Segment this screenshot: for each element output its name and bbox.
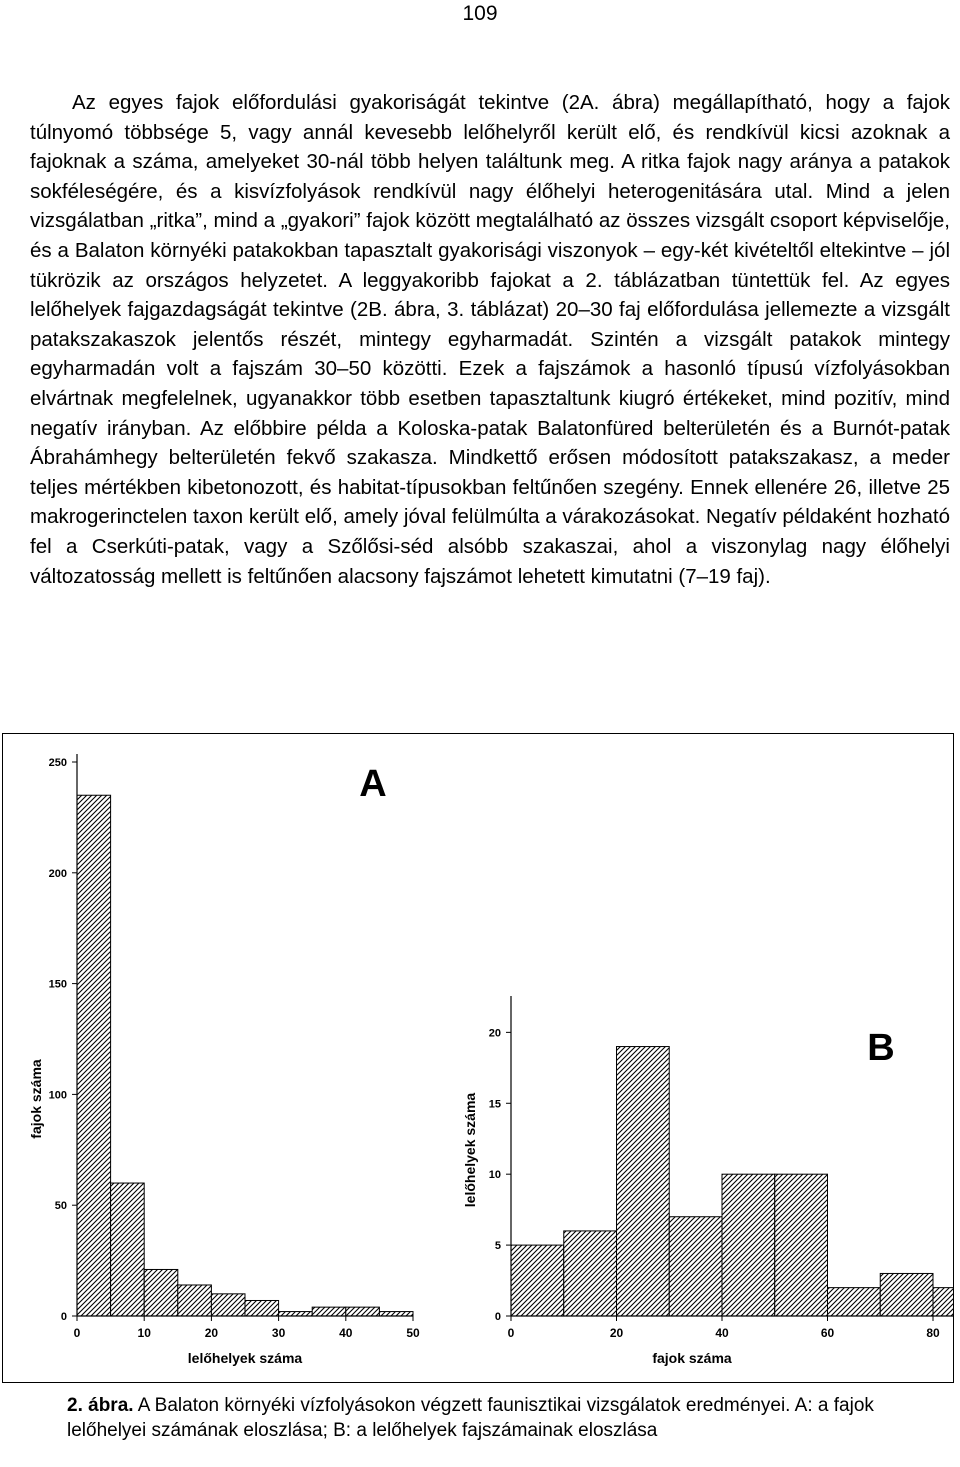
x-axis-label: fajok száma <box>652 1350 732 1366</box>
y-tick-label: 5 <box>494 1240 501 1253</box>
histogram-bar <box>880 1273 933 1316</box>
panel-title: A <box>359 763 387 805</box>
x-tick-label: 40 <box>715 1326 729 1340</box>
histogram-bar <box>933 1288 953 1316</box>
histogram-bar <box>144 1269 178 1316</box>
y-tick-label: 10 <box>488 1169 501 1182</box>
y-tick-label: 250 <box>48 757 67 769</box>
panel-title: B <box>867 1027 895 1069</box>
x-axis-label: lelőhelyek száma <box>187 1350 303 1366</box>
histogram-bar <box>279 1312 313 1316</box>
y-tick-label: 15 <box>488 1098 501 1111</box>
histogram-bar <box>111 1183 145 1316</box>
histogram-bar <box>564 1231 617 1316</box>
histogram-figure <box>3 734 953 1382</box>
x-tick-label: 40 <box>339 1326 353 1340</box>
paragraph-text: Az egyes fajok előfordulási gyakoriságát tekintve (2A. ábra) megállapítható, hogy a fajok túlnyomó többsége 5, vagy annál kevesebb lelőhelyről került elő, és rendkívül kicsi azoknak a fajoknak a száma, amelyeket 30-nál több helyen találtunk meg. A ritka fajok nagy aránya a patakok sokféleségére, és a kisvízfolyások rendkívül nagy élőhelyi heterogenitására utal. Mind a jelen vizsgálatban „ritka”, mind a „gyakori” fajok között megtalálható az összes vizsgált csoport képviselője, és a Balaton környéki patakokban tapasztalt gyakorisági viszonyok – egy-két kivételtől eltekintve – jól tükrözik az országos helyzetet. A leggyakoribb fajokat a 2. táblázatban tüntettük fel. Az egyes lelőhelyek fajgazdagságát tekintve (2B. ábra, 3. táblázat) 20–30 faj előfordulása jellemezte a vizsgált patakszakaszok jelentős részét, mintegy egyharmadát. Szintén a vizsgált patakok mintegy egyharmadán volt a fajszám 30–50 közötti. Ezek a fajszámok a hasonló típusú vízfolyásokban elvártnak megfelelnek, ugyanakkor több esetben tapasztaltunk kiugró értékeket, mind pozitív, mind negatív irányban. Az előbbire példa a Koloska-patak Balatonfüred belterületén és a Burnót-patak Ábrahámhegy belterületén fekvő szakasza. Mindkettő erősen módosított patakszakasz, a meder teljes mértékben kibetonozott, és habitat-típusokban feltűnően szegény. Ennek ellenére 26, illetve 25 makrogerinctelen taxon került elő, amely jóval felülmúlta a várakozásokat. Negatív példaként hozható fel a Cserkúti-patak, vagy a Szőlősi-séd alsóbb szakaszai, ahol a viszonylag nagy élőhelyi változatosság mellett is feltűnően alacsony fajszámot lehetett kimutatni (7–19 faj). <box>30 91 950 588</box>
histogram-bar <box>312 1307 346 1316</box>
x-tick-label: 30 <box>271 1326 286 1340</box>
histogram-bar <box>346 1307 380 1316</box>
histogram-bar <box>379 1312 413 1316</box>
histogram-bar <box>211 1294 245 1316</box>
y-tick-label: 200 <box>48 867 67 880</box>
x-tick-label: 20 <box>609 1326 624 1340</box>
histogram-bar <box>511 1245 564 1316</box>
panel-b <box>462 996 953 1366</box>
x-tick-label: 0 <box>73 1326 81 1340</box>
histogram-bar <box>178 1285 212 1316</box>
x-tick-label: 80 <box>926 1326 940 1340</box>
histogram-bar <box>828 1288 881 1316</box>
histogram-bar <box>245 1300 279 1316</box>
x-tick-label: 50 <box>406 1326 420 1340</box>
x-tick-label: 0 <box>507 1326 515 1340</box>
x-tick-label: 10 <box>137 1326 151 1340</box>
page-number: 109 <box>462 2 498 25</box>
x-tick-label: 60 <box>820 1326 835 1340</box>
body-paragraph <box>30 88 950 591</box>
figure-2 <box>2 733 954 1383</box>
histogram-bar <box>722 1174 775 1316</box>
y-axis-label: fajok száma <box>28 1059 44 1139</box>
x-tick-label: 20 <box>204 1326 219 1340</box>
y-axis-label: lelőhelyek száma <box>462 1092 478 1208</box>
histogram-bar <box>775 1174 828 1316</box>
y-tick-label: 100 <box>48 1089 67 1102</box>
y-tick-label: 0 <box>60 1311 67 1323</box>
panel-a <box>28 754 420 1366</box>
histogram-bar <box>669 1217 722 1316</box>
histogram-bar <box>617 1047 670 1316</box>
y-tick-label: 0 <box>494 1311 501 1323</box>
y-tick-label: 20 <box>488 1027 501 1040</box>
y-tick-label: 150 <box>48 978 67 991</box>
caption-label: 2. ábra. <box>67 1395 134 1416</box>
figure-caption <box>67 1393 895 1443</box>
caption-text: A Balaton környéki vízfolyásokon végzett faunisztikai vizsgálatok eredményei. A: a fajok lelőhelyei számának eloszlása; B: a lelőhelyek fajszámainak eloszlása <box>67 1395 874 1441</box>
histogram-bar <box>77 795 111 1316</box>
y-tick-label: 50 <box>54 1200 67 1213</box>
